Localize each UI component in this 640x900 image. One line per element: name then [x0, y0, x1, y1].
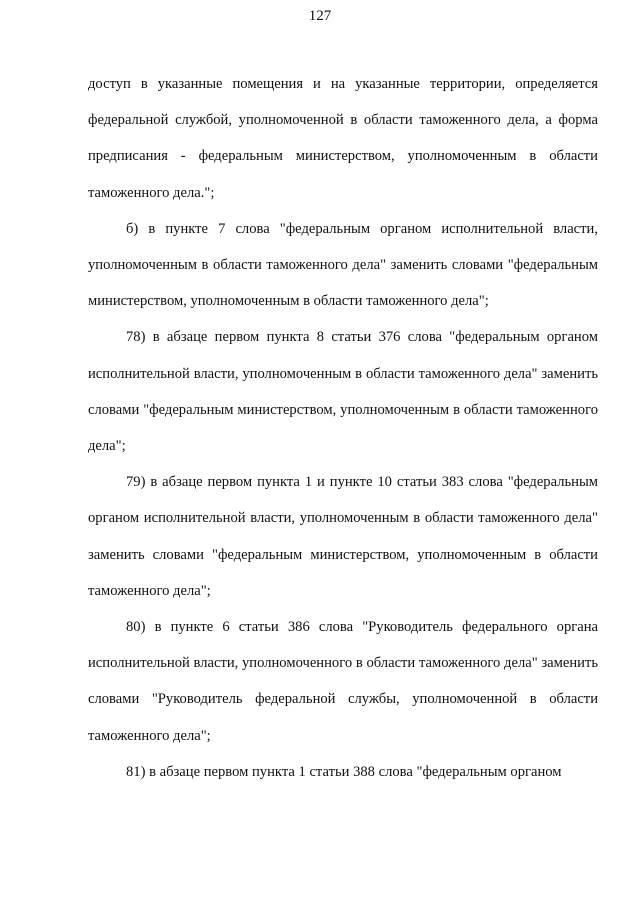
page-number: 127: [308, 8, 332, 24]
paragraph-item-78: 78) в абзаце первом пункта 8 статьи 376 слова "федеральным органом исполнительной власти, уполномоченным в области таможенного дела" заменить словами "федеральным министерством, уполномоченным в области таможенного дела";: [88, 329, 598, 455]
document-body: [88, 66, 598, 790]
paragraph-item-b: б) в пункте 7 слова "федеральным органом исполнительной власти, уполномоченным в области таможенного дела" заменить словами "федеральным министерством, уполномоченным в области таможенного дела";: [88, 220, 598, 310]
paragraph-item-80: 80) в пункте 6 статьи 386 слова "Руководитель федерального органа исполнительной власти, уполномоченного в области таможенного дела" заменить словами "Руководитель федеральной службы, уполномоченной в области таможенного дела";: [88, 619, 598, 744]
paragraph-continuation: доступ в указанные помещения и на указанные территории, определяется федеральной службой, уполномоченной в области таможенного дела, а форма предписания - федеральным министерством, уполномоченным в области таможенного дела.";: [88, 76, 598, 201]
paragraph-item-79: 79) в абзаце первом пункта 1 и пункте 10 статьи 383 слова "федеральным органом исполнительной власти, уполномоченным в области таможенного дела" заменить словами "федеральным министерством, уполномоченным в области таможенного дела";: [88, 474, 598, 599]
paragraph-item-81: 81) в абзаце первом пункта 1 статьи 388 слова "федеральным органом: [126, 763, 562, 780]
